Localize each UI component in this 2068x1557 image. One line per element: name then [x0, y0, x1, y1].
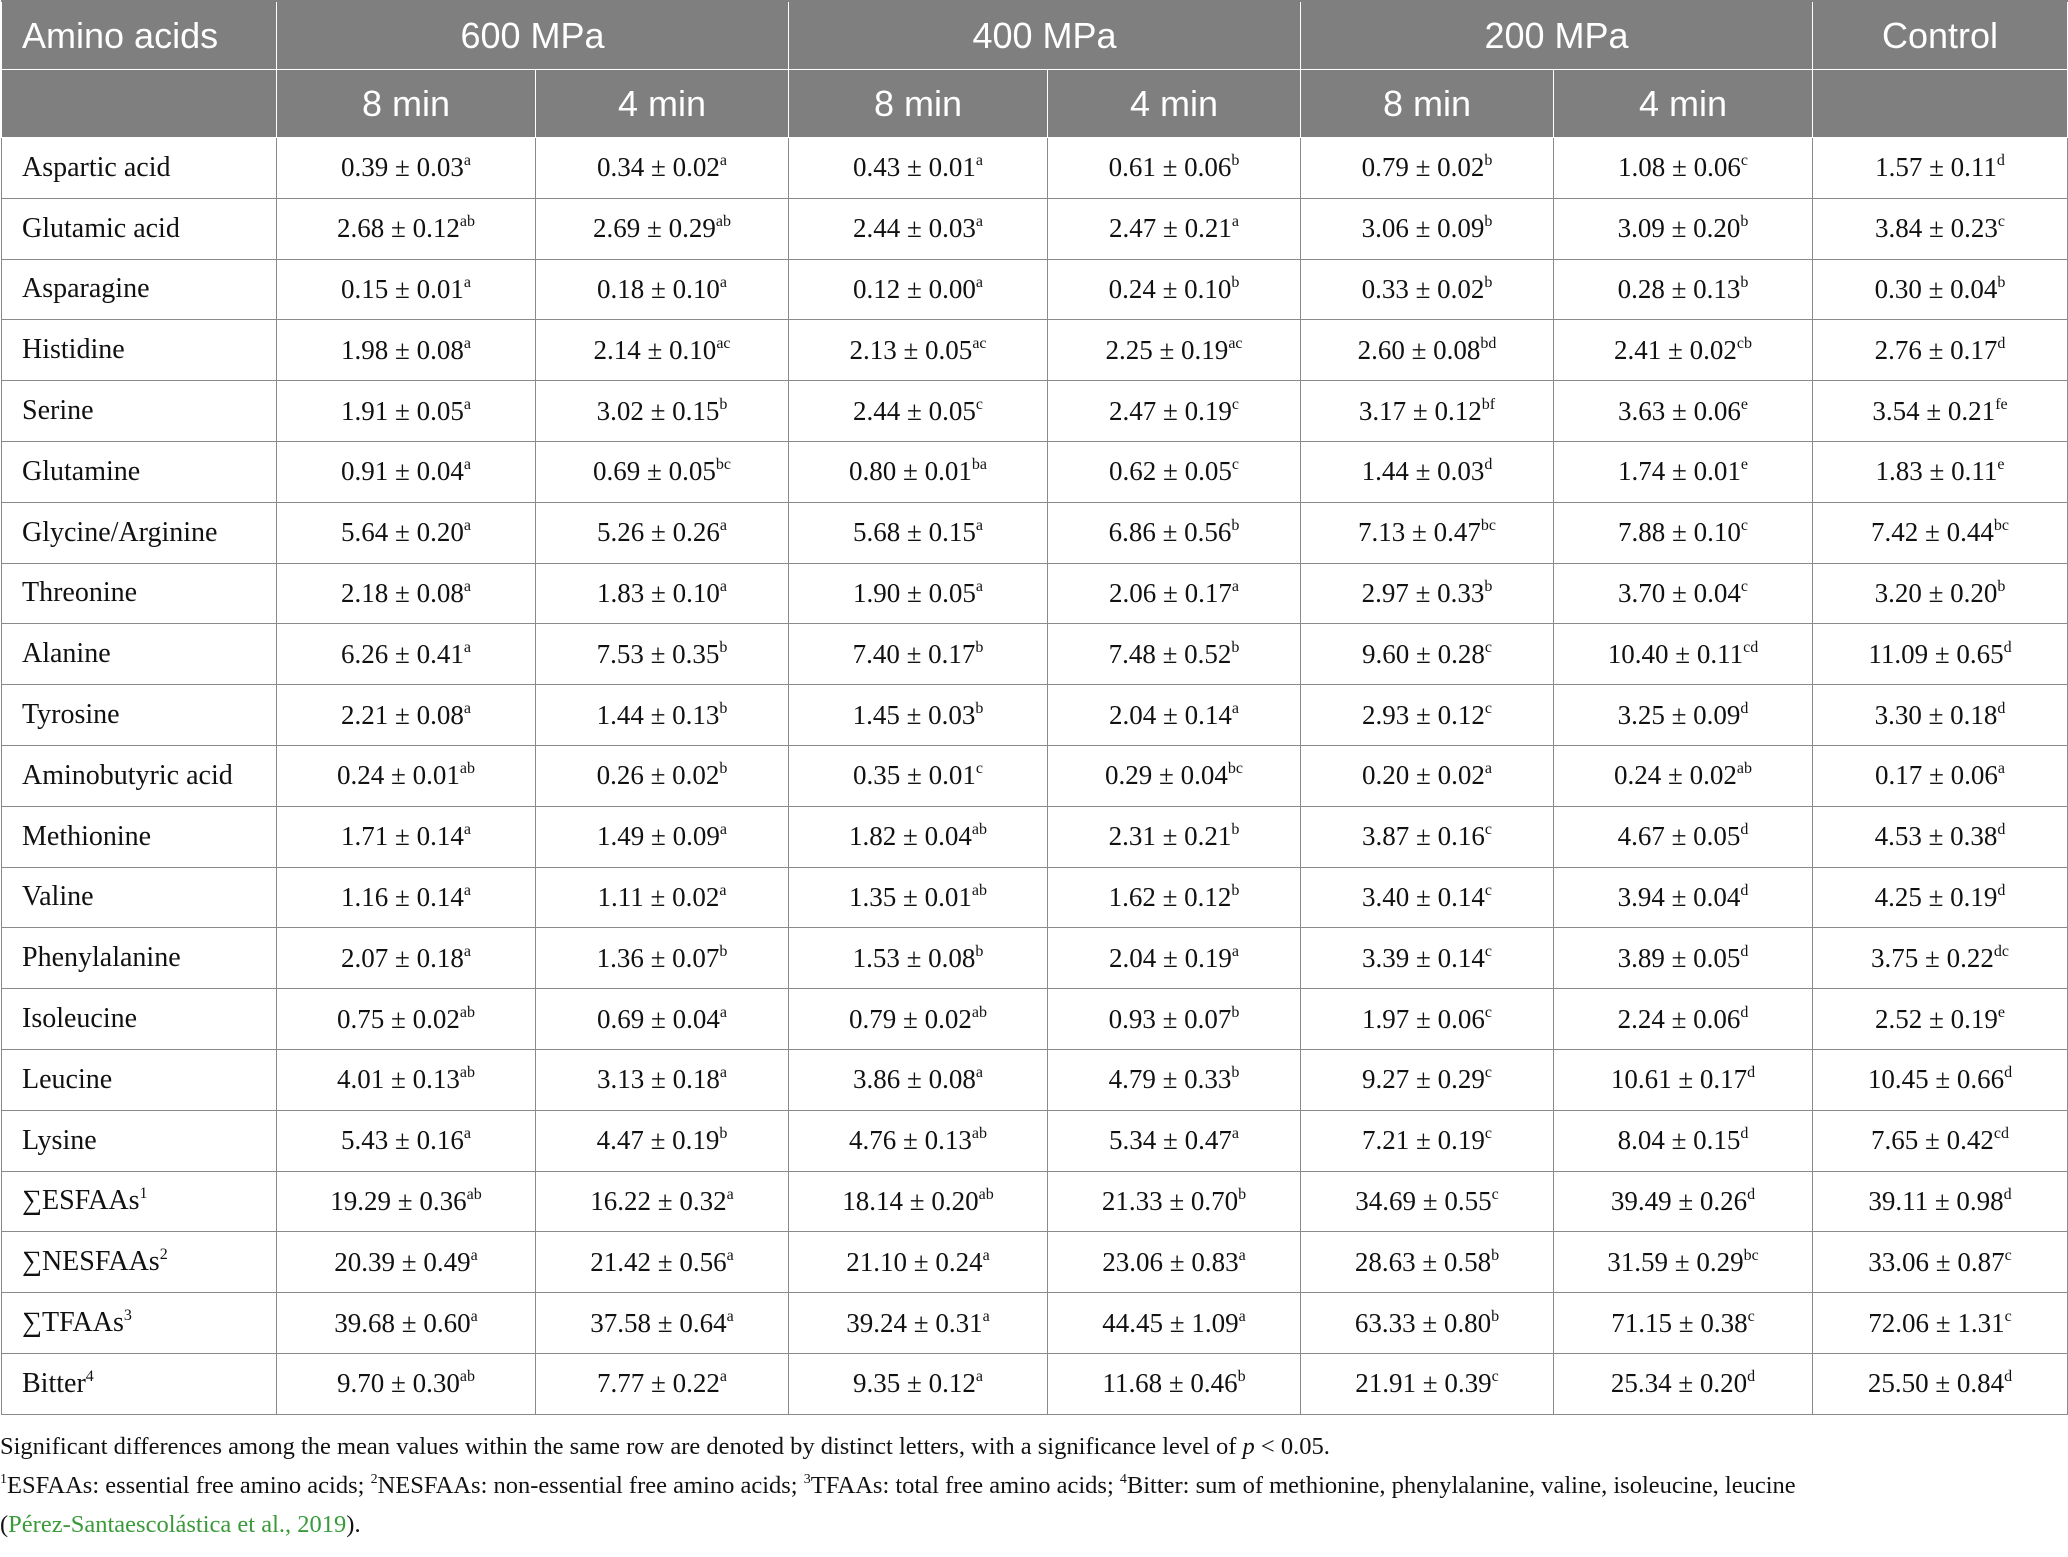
table-cell: 0.93 ± 0.07$^b$	[1048, 989, 1301, 1050]
table-cell: 0.61 ± 0.06$^b$	[1048, 138, 1301, 199]
table-cell: 0.75 ± 0.02$^{ab}$	[277, 989, 536, 1050]
table-row	[2, 867, 2068, 928]
citation-link[interactable]: Pérez-Santaescolástica et al., 2019	[8, 1510, 347, 1538]
table-cell: 3.75 ± 0.22$^{dc}$	[1813, 928, 2068, 989]
table-cell: 0.69 ± 0.04$^a$	[536, 989, 789, 1050]
table-cell: 3.13 ± 0.18$^a$	[536, 1049, 789, 1110]
table-cell: 1.71 ± 0.14$^a$	[277, 806, 536, 867]
table-cell: 1.83 ± 0.10$^a$	[536, 563, 789, 624]
row-label: Glutamic acid	[2, 198, 277, 259]
table-cell: 7.53 ± 0.35$^b$	[536, 624, 789, 685]
header-row-time	[2, 70, 2068, 138]
header-empty	[2, 70, 277, 138]
table-cell: 16.22 ± 0.32$^a$	[536, 1171, 789, 1232]
table-cell: 4.25 ± 0.19$^d$	[1813, 867, 2068, 928]
table-row	[2, 259, 2068, 320]
table-cell: 7.40 ± 0.17$^b$	[789, 624, 1048, 685]
table-cell: 2.69 ± 0.29$^{ab}$	[536, 198, 789, 259]
table-cell: 5.43 ± 0.16$^a$	[277, 1110, 536, 1171]
table-cell: 2.47 ± 0.19$^c$	[1048, 381, 1301, 442]
table-cell: 2.52 ± 0.19$^e$	[1813, 989, 2068, 1050]
row-label: Lysine	[2, 1110, 277, 1171]
header-400-mpa: 400 MPa	[789, 1, 1301, 70]
table-cell: 2.06 ± 0.17$^a$	[1048, 563, 1301, 624]
table-cell: 0.33 ± 0.02$^b$	[1301, 259, 1554, 320]
table-cell: 3.06 ± 0.09$^b$	[1301, 198, 1554, 259]
table-cell: 3.84 ± 0.23$^c$	[1813, 198, 2068, 259]
table-cell: 6.86 ± 0.56$^b$	[1048, 502, 1301, 563]
table-cell: 0.30 ± 0.04$^b$	[1813, 259, 2068, 320]
table-body	[2, 138, 2068, 1415]
table-cell: 4.79 ± 0.33$^b$	[1048, 1049, 1301, 1110]
table-cell: 0.26 ± 0.02$^b$	[536, 745, 789, 806]
table-cell: 3.02 ± 0.15$^b$	[536, 381, 789, 442]
table-cell: 3.17 ± 0.12$^{bf}$	[1301, 381, 1554, 442]
table-cell: 4.47 ± 0.19$^b$	[536, 1110, 789, 1171]
table-cell: 2.47 ± 0.21$^a$	[1048, 198, 1301, 259]
row-label: Glutamine	[2, 441, 277, 502]
table-cell: 25.34 ± 0.20$^d$	[1554, 1353, 1813, 1414]
table-cell: 4.01 ± 0.13$^{ab}$	[277, 1049, 536, 1110]
table-cell: 71.15 ± 0.38$^c$	[1554, 1293, 1813, 1354]
table-row	[2, 1110, 2068, 1171]
table-cell: 21.91 ± 0.39$^c$	[1301, 1353, 1554, 1414]
table-cell: 7.77 ± 0.22$^a$	[536, 1353, 789, 1414]
table-cell: 0.39 ± 0.03$^a$	[277, 138, 536, 199]
table-cell: 1.36 ± 0.07$^b$	[536, 928, 789, 989]
table-cell: 9.70 ± 0.30$^{ab}$	[277, 1353, 536, 1414]
table-cell: 0.24 ± 0.02$^{ab}$	[1554, 745, 1813, 806]
table-cell: 23.06 ± 0.83$^a$	[1048, 1232, 1301, 1293]
table-cell: 3.70 ± 0.04$^c$	[1554, 563, 1813, 624]
row-label: Serine	[2, 381, 277, 442]
header-time: 8 min	[789, 70, 1048, 138]
row-label: Threonine	[2, 563, 277, 624]
table-cell: 5.68 ± 0.15$^a$	[789, 502, 1048, 563]
table-cell: 7.42 ± 0.44$^{bc}$	[1813, 502, 2068, 563]
table-cell: 2.41 ± 0.02$^{cb}$	[1554, 320, 1813, 381]
table-cell: 11.68 ± 0.46$^b$	[1048, 1353, 1301, 1414]
row-label: Histidine	[2, 320, 277, 381]
header-row-pressure	[2, 1, 2068, 70]
table-cell: 3.87 ± 0.16$^c$	[1301, 806, 1554, 867]
row-label: Bitter$^4$	[2, 1353, 277, 1414]
row-label: ∑ESFAAs$^1$	[2, 1171, 277, 1232]
table-cell: 63.33 ± 0.80$^b$	[1301, 1293, 1554, 1354]
header-time: 8 min	[1301, 70, 1554, 138]
table-cell: 25.50 ± 0.84$^d$	[1813, 1353, 2068, 1414]
header-time: 4 min	[1554, 70, 1813, 138]
table-cell: 3.39 ± 0.14$^c$	[1301, 928, 1554, 989]
table-row	[2, 928, 2068, 989]
table-cell: 2.07 ± 0.18$^a$	[277, 928, 536, 989]
table-cell: 2.04 ± 0.14$^a$	[1048, 685, 1301, 746]
table-cell: 10.45 ± 0.66$^d$	[1813, 1049, 2068, 1110]
header-200-mpa: 200 MPa	[1301, 1, 1813, 70]
table-cell: 4.53 ± 0.38$^d$	[1813, 806, 2068, 867]
table-cell: 0.34 ± 0.02$^a$	[536, 138, 789, 199]
table-row	[2, 685, 2068, 746]
table-cell: 28.63 ± 0.58$^b$	[1301, 1232, 1554, 1293]
table-cell: 39.68 ± 0.60$^a$	[277, 1293, 536, 1354]
table-cell: 1.91 ± 0.05$^a$	[277, 381, 536, 442]
table-cell: 1.74 ± 0.01$^e$	[1554, 441, 1813, 502]
row-label: Aminobutyric acid	[2, 745, 277, 806]
table-cell: 3.09 ± 0.20$^b$	[1554, 198, 1813, 259]
table-cell: 2.31 ± 0.21$^b$	[1048, 806, 1301, 867]
table-cell: 1.44 ± 0.03$^d$	[1301, 441, 1554, 502]
row-label: Valine	[2, 867, 277, 928]
header-time: 8 min	[277, 70, 536, 138]
row-label: Asparagine	[2, 259, 277, 320]
table-cell: 2.76 ± 0.17$^d$	[1813, 320, 2068, 381]
table-cell: 4.67 ± 0.05$^d$	[1554, 806, 1813, 867]
row-label: Phenylalanine	[2, 928, 277, 989]
table-cell: 1.08 ± 0.06$^c$	[1554, 138, 1813, 199]
table-row	[2, 806, 2068, 867]
table-row	[2, 1353, 2068, 1414]
table-cell: 0.91 ± 0.04$^a$	[277, 441, 536, 502]
table-cell: 0.79 ± 0.02$^{ab}$	[789, 989, 1048, 1050]
header-control: Control	[1813, 1, 2068, 70]
table-cell: 2.93 ± 0.12$^c$	[1301, 685, 1554, 746]
table-cell: 18.14 ± 0.20$^{ab}$	[789, 1171, 1048, 1232]
table-cell: 72.06 ± 1.31$^c$	[1813, 1293, 2068, 1354]
table-cell: 3.25 ± 0.09$^d$	[1554, 685, 1813, 746]
table-cell: 21.42 ± 0.56$^a$	[536, 1232, 789, 1293]
table-row	[2, 563, 2068, 624]
table-cell: 3.20 ± 0.20$^b$	[1813, 563, 2068, 624]
table-cell: 21.33 ± 0.70$^b$	[1048, 1171, 1301, 1232]
table-cell: 2.97 ± 0.33$^b$	[1301, 563, 1554, 624]
table-cell: 10.61 ± 0.17$^d$	[1554, 1049, 1813, 1110]
table-cell: 1.90 ± 0.05$^a$	[789, 563, 1048, 624]
table-cell: 3.63 ± 0.06$^e$	[1554, 381, 1813, 442]
table-row	[2, 989, 2068, 1050]
table-row	[2, 624, 2068, 685]
table-cell: 7.48 ± 0.52$^b$	[1048, 624, 1301, 685]
table-cell: 7.13 ± 0.47$^{bc}$	[1301, 502, 1554, 563]
table-cell: 0.80 ± 0.01$^{ba}$	[789, 441, 1048, 502]
table-cell: 1.16 ± 0.14$^a$	[277, 867, 536, 928]
table-cell: 3.30 ± 0.18$^d$	[1813, 685, 2068, 746]
table-cell: 1.44 ± 0.13$^b$	[536, 685, 789, 746]
significance-note: Significant differences among the mean values within the same row are denoted by distinct letters, with a significance level of p < 0.05.	[0, 1432, 1330, 1460]
table-cell: 1.82 ± 0.04$^{ab}$	[789, 806, 1048, 867]
table-cell: 34.69 ± 0.55$^c$	[1301, 1171, 1554, 1232]
table-cell: 5.64 ± 0.20$^a$	[277, 502, 536, 563]
table-cell: 1.57 ± 0.11$^d$	[1813, 138, 2068, 199]
table-cell: 0.17 ± 0.06$^a$	[1813, 745, 2068, 806]
table-row	[2, 745, 2068, 806]
table-cell: 3.86 ± 0.08$^a$	[789, 1049, 1048, 1110]
table-cell: 0.20 ± 0.02$^a$	[1301, 745, 1554, 806]
table-cell: 8.04 ± 0.15$^d$	[1554, 1110, 1813, 1171]
table-cell: 11.09 ± 0.65$^d$	[1813, 624, 2068, 685]
table-cell: 1.49 ± 0.09$^a$	[536, 806, 789, 867]
table-row	[2, 1232, 2068, 1293]
table-cell: 0.15 ± 0.01$^a$	[277, 259, 536, 320]
table-footnotes	[0, 1427, 2068, 1544]
table-cell: 10.40 ± 0.11$^{cd}$	[1554, 624, 1813, 685]
table-cell: 7.88 ± 0.10$^c$	[1554, 502, 1813, 563]
row-label: Glycine/Arginine	[2, 502, 277, 563]
row-label: Leucine	[2, 1049, 277, 1110]
table-cell: 2.24 ± 0.06$^d$	[1554, 989, 1813, 1050]
row-label: ∑TFAAs$^3$	[2, 1293, 277, 1354]
header-time: 4 min	[536, 70, 789, 138]
table-cell: 5.34 ± 0.47$^a$	[1048, 1110, 1301, 1171]
table-cell: 2.60 ± 0.08$^{bd}$	[1301, 320, 1554, 381]
table-row	[2, 320, 2068, 381]
table-row	[2, 1171, 2068, 1232]
table-cell: 3.54 ± 0.21$^{fe}$	[1813, 381, 2068, 442]
table-cell: 4.76 ± 0.13$^{ab}$	[789, 1110, 1048, 1171]
amino-acid-table	[1, 0, 2068, 1415]
table-cell: 1.45 ± 0.03$^b$	[789, 685, 1048, 746]
table-cell: 7.21 ± 0.19$^c$	[1301, 1110, 1554, 1171]
table-cell: 31.59 ± 0.29$^{bc}$	[1554, 1232, 1813, 1293]
table-row	[2, 1049, 2068, 1110]
table-cell: 3.94 ± 0.04$^d$	[1554, 867, 1813, 928]
table-row	[2, 502, 2068, 563]
header-amino-acids: Amino acids	[2, 1, 277, 70]
table-cell: 0.69 ± 0.05$^{bc}$	[536, 441, 789, 502]
table-cell: 39.24 ± 0.31$^a$	[789, 1293, 1048, 1354]
table-cell: 1.97 ± 0.06$^c$	[1301, 989, 1554, 1050]
table-cell: 2.68 ± 0.12$^{ab}$	[277, 198, 536, 259]
table-cell: 20.39 ± 0.49$^a$	[277, 1232, 536, 1293]
row-label: Methionine	[2, 806, 277, 867]
table-cell: 2.14 ± 0.10$^{ac}$	[536, 320, 789, 381]
table-cell: 7.65 ± 0.42$^{cd}$	[1813, 1110, 2068, 1171]
table-cell: 0.24 ± 0.10$^b$	[1048, 259, 1301, 320]
header-600-mpa: 600 MPa	[277, 1, 789, 70]
table-cell: 2.44 ± 0.05$^c$	[789, 381, 1048, 442]
table-cell: 1.53 ± 0.08$^b$	[789, 928, 1048, 989]
row-label: ∑NESFAAs$^2$	[2, 1232, 277, 1293]
row-label: Isoleucine	[2, 989, 277, 1050]
table-cell: 2.44 ± 0.03$^a$	[789, 198, 1048, 259]
table-row	[2, 381, 2068, 442]
table-cell: 1.62 ± 0.12$^b$	[1048, 867, 1301, 928]
table-cell: 0.79 ± 0.02$^b$	[1301, 138, 1554, 199]
table-cell: 19.29 ± 0.36$^{ab}$	[277, 1171, 536, 1232]
table-cell: 1.35 ± 0.01$^{ab}$	[789, 867, 1048, 928]
table-cell: 37.58 ± 0.64$^a$	[536, 1293, 789, 1354]
table-row	[2, 138, 2068, 199]
table-cell: 1.83 ± 0.11$^e$	[1813, 441, 2068, 502]
table-cell: 9.35 ± 0.12$^a$	[789, 1353, 1048, 1414]
table-row	[2, 198, 2068, 259]
row-label: Alanine	[2, 624, 277, 685]
table-cell: 2.25 ± 0.19$^{ac}$	[1048, 320, 1301, 381]
table-cell: 0.24 ± 0.01$^{ab}$	[277, 745, 536, 806]
citation-note: (Pérez-Santaescolástica et al., 2019).	[0, 1510, 361, 1538]
table-cell: 1.11 ± 0.02$^a$	[536, 867, 789, 928]
table-cell: 33.06 ± 0.87$^c$	[1813, 1232, 2068, 1293]
table-row	[2, 1293, 2068, 1354]
table-cell: 0.43 ± 0.01$^a$	[789, 138, 1048, 199]
table-cell: 2.18 ± 0.08$^a$	[277, 563, 536, 624]
header-empty	[1813, 70, 2068, 138]
table-cell: 0.28 ± 0.13$^b$	[1554, 259, 1813, 320]
table-cell: 2.13 ± 0.05$^{ac}$	[789, 320, 1048, 381]
row-label: Tyrosine	[2, 685, 277, 746]
row-label: Aspartic acid	[2, 138, 277, 199]
table-cell: 1.98 ± 0.08$^a$	[277, 320, 536, 381]
table-cell: 3.89 ± 0.05$^d$	[1554, 928, 1813, 989]
table-cell: 2.04 ± 0.19$^a$	[1048, 928, 1301, 989]
table-cell: 5.26 ± 0.26$^a$	[536, 502, 789, 563]
table-cell: 0.35 ± 0.01$^c$	[789, 745, 1048, 806]
table-cell: 39.49 ± 0.26$^d$	[1554, 1171, 1813, 1232]
table-cell: 0.18 ± 0.10$^a$	[536, 259, 789, 320]
table-cell: 2.21 ± 0.08$^a$	[277, 685, 536, 746]
table-row	[2, 441, 2068, 502]
table-cell: 0.62 ± 0.05$^c$	[1048, 441, 1301, 502]
table-cell: 0.29 ± 0.04$^{bc}$	[1048, 745, 1301, 806]
table-cell: 21.10 ± 0.24$^a$	[789, 1232, 1048, 1293]
table-cell: 39.11 ± 0.98$^d$	[1813, 1171, 2068, 1232]
table-cell: 9.60 ± 0.28$^c$	[1301, 624, 1554, 685]
header-time: 4 min	[1048, 70, 1301, 138]
table-cell: 9.27 ± 0.29$^c$	[1301, 1049, 1554, 1110]
abbreviation-note: $^1$ESFAAs: essential free amino acids; $^2$NESFAAs: non-essential free amino acids; $^3$TFAAs: total free amino acids; $^4$Bitter: sum of methionine, phenylalanine, valine, isoleucine, leucine	[0, 1471, 1796, 1499]
table-cell: 44.45 ± 1.09$^a$	[1048, 1293, 1301, 1354]
table-cell: 6.26 ± 0.41$^a$	[277, 624, 536, 685]
table-cell: 3.40 ± 0.14$^c$	[1301, 867, 1554, 928]
table-cell: 0.12 ± 0.00$^a$	[789, 259, 1048, 320]
